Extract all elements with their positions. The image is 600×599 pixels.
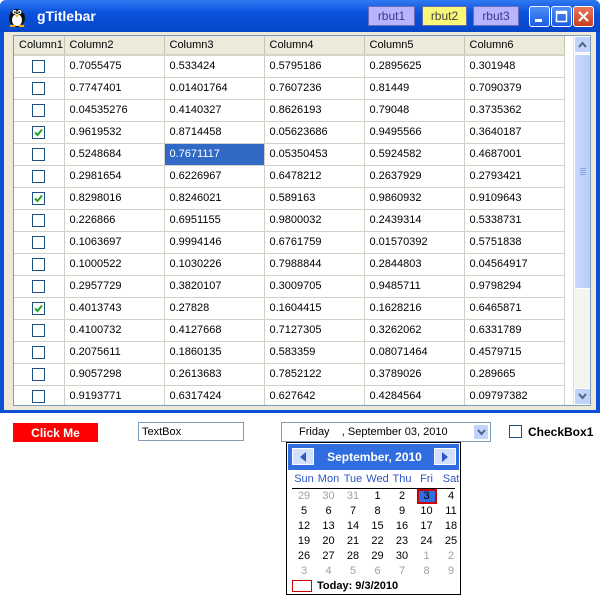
row-checkbox-cell <box>14 209 64 231</box>
table-cell[interactable]: 0.583359 <box>264 341 364 363</box>
table-cell[interactable]: 0.7127305 <box>264 319 364 341</box>
calendar-day[interactable]: 7 <box>349 505 357 517</box>
row-checkbox-cell <box>14 297 64 319</box>
calendar-day[interactable]: 9 <box>398 505 406 517</box>
row-checkbox-cell <box>14 231 64 253</box>
row-checkbox[interactable] <box>32 302 45 315</box>
calendar-day[interactable]: 7 <box>398 565 406 577</box>
maximize-button[interactable] <box>551 6 572 27</box>
table-cell[interactable]: 0.4284564 <box>364 385 464 406</box>
today-link[interactable]: Today: 9/3/2010 <box>317 580 399 592</box>
table-cell[interactable]: 0.2075611 <box>64 341 164 363</box>
row-checkbox-cell <box>14 275 64 297</box>
table-cell[interactable]: 0.226866 <box>64 209 164 231</box>
calendar-day[interactable]: 6 <box>374 565 381 577</box>
table-cell[interactable]: 0.2613683 <box>164 363 264 385</box>
row-checkbox-cell <box>14 319 64 341</box>
table-row[interactable] <box>14 363 564 385</box>
data-grid-table <box>14 36 565 406</box>
title-bar[interactable] <box>0 0 600 32</box>
table-cell[interactable]: 0.27828 <box>164 297 264 319</box>
table-cell[interactable]: 0.01401764 <box>164 77 264 99</box>
checkbox1-label: CheckBox1 <box>528 425 594 439</box>
calendar-day[interactable]: 1 <box>374 490 381 502</box>
table-cell[interactable]: 0.9800032 <box>264 209 364 231</box>
table-row[interactable] <box>14 143 564 165</box>
arrow-right-icon <box>440 452 450 462</box>
calendar-day[interactable]: 2 <box>398 490 406 502</box>
table-cell[interactable]: 0.3735362 <box>464 99 564 121</box>
calendar-day[interactable]: 8 <box>374 505 381 517</box>
calendar-day[interactable]: 25 <box>444 535 458 547</box>
table-cell[interactable]: 0.9798294 <box>464 275 564 297</box>
rbut2-button[interactable]: rbut2 <box>422 6 467 26</box>
row-checkbox[interactable] <box>32 258 45 271</box>
weekday-label: Wed <box>366 473 389 485</box>
table-cell[interactable]: 0.9193771 <box>64 385 164 406</box>
rbut3-button[interactable]: rbut3 <box>473 6 519 26</box>
table-cell[interactable]: 0.6951155 <box>164 209 264 231</box>
row-checkbox-cell <box>14 341 64 363</box>
table-row[interactable] <box>14 165 564 187</box>
table-cell[interactable]: 0.2793421 <box>464 165 564 187</box>
table-row[interactable] <box>14 99 564 121</box>
calendar-day[interactable]: 16 <box>395 520 409 532</box>
scroll-up-button[interactable] <box>574 36 591 53</box>
weekday-label: Mon <box>317 473 340 485</box>
table-cell[interactable]: 0.6317424 <box>164 385 264 406</box>
table-cell[interactable]: 0.8626193 <box>264 99 364 121</box>
calendar-day[interactable]: 12 <box>297 520 311 532</box>
row-checkbox[interactable] <box>32 170 45 183</box>
table-cell[interactable]: 0.2637929 <box>364 165 464 187</box>
vertical-scrollbar[interactable] <box>573 36 591 405</box>
calendar-day[interactable]: 13 <box>322 520 335 532</box>
table-cell[interactable]: 0.533424 <box>164 55 264 77</box>
table-cell[interactable]: 0.7671117 <box>164 143 264 165</box>
table-cell[interactable]: 0.09797382 <box>464 385 564 406</box>
table-cell[interactable]: 0.04564917 <box>464 253 564 275</box>
calendar-day[interactable]: 3 <box>417 489 437 504</box>
table-cell[interactable]: 0.301948 <box>464 55 564 77</box>
text-box-input[interactable] <box>138 422 244 441</box>
table-cell[interactable]: 0.7747401 <box>64 77 164 99</box>
calendar-weekday-row <box>288 473 459 487</box>
row-checkbox[interactable] <box>32 82 45 95</box>
calendar-day[interactable]: 29 <box>371 550 384 562</box>
calendar-day[interactable]: 11 <box>445 505 457 517</box>
column-header-2[interactable]: Column2 <box>64 36 164 55</box>
weekday-label: Fri <box>420 473 433 485</box>
row-checkbox[interactable] <box>32 192 45 205</box>
table-cell[interactable]: 0.9485711 <box>364 275 464 297</box>
row-checkbox-cell <box>14 363 64 385</box>
table-cell[interactable]: 0.6761759 <box>264 231 364 253</box>
calendar-day[interactable]: 31 <box>346 490 360 502</box>
table-cell[interactable]: 0.2844803 <box>364 253 464 275</box>
table-cell[interactable]: 0.79048 <box>364 99 464 121</box>
calendar-day[interactable]: 5 <box>349 565 357 577</box>
table-row[interactable] <box>14 187 564 209</box>
table-cell[interactable]: 0.05350453 <box>264 143 364 165</box>
checkmark-icon <box>33 303 44 314</box>
table-cell[interactable]: 0.5795186 <box>264 55 364 77</box>
calendar-day[interactable]: 10 <box>420 505 433 517</box>
calendar-day[interactable]: 4 <box>447 490 455 502</box>
table-cell[interactable]: 0.4013743 <box>64 297 164 319</box>
click-me-button[interactable]: Click Me <box>13 423 98 442</box>
calendar-day[interactable]: 30 <box>322 490 335 502</box>
row-checkbox-cell <box>14 77 64 99</box>
calendar-month-label[interactable]: September, 2010 <box>327 450 422 464</box>
table-cell[interactable]: 0.5751838 <box>464 231 564 253</box>
table-cell[interactable]: 0.6331789 <box>464 319 564 341</box>
table-cell[interactable]: 0.81449 <box>364 77 464 99</box>
table-cell[interactable]: 0.9860932 <box>364 187 464 209</box>
row-checkbox[interactable] <box>32 280 45 293</box>
table-cell[interactable]: 0.01570392 <box>364 231 464 253</box>
table-cell[interactable]: 0.5924582 <box>364 143 464 165</box>
table-cell[interactable]: 0.9495566 <box>364 121 464 143</box>
row-checkbox-cell <box>14 385 64 406</box>
minimize-button[interactable] <box>529 6 550 27</box>
checkbox1[interactable] <box>509 425 522 438</box>
table-row[interactable] <box>14 55 564 77</box>
penguin-icon <box>6 5 28 27</box>
calendar-day[interactable]: 20 <box>322 535 335 547</box>
row-checkbox-cell <box>14 143 64 165</box>
table-cell[interactable]: 0.2439314 <box>364 209 464 231</box>
row-checkbox[interactable] <box>32 236 45 249</box>
row-checkbox-cell <box>14 253 64 275</box>
data-grid[interactable] <box>13 35 591 406</box>
column-header-4[interactable]: Column4 <box>264 36 364 55</box>
table-cell[interactable]: 0.3009705 <box>264 275 364 297</box>
table-row[interactable] <box>14 275 564 297</box>
table-cell[interactable]: 0.627642 <box>264 385 364 406</box>
table-cell[interactable]: 0.4140327 <box>164 99 264 121</box>
calendar-day[interactable]: 21 <box>346 535 360 547</box>
table-cell[interactable]: 0.6478212 <box>264 165 364 187</box>
calendar-day[interactable]: 9 <box>447 565 455 577</box>
calendar-day[interactable]: 15 <box>371 520 384 532</box>
calendar-day[interactable]: 1 <box>423 550 430 562</box>
table-cell[interactable]: 0.3820107 <box>164 275 264 297</box>
table-cell[interactable]: 0.04535276 <box>64 99 164 121</box>
grid-header-row <box>14 36 564 55</box>
table-cell[interactable]: 0.4687001 <box>464 143 564 165</box>
calendar-day[interactable]: 30 <box>395 550 409 562</box>
row-checkbox[interactable] <box>32 390 45 403</box>
arrow-left-icon <box>298 452 308 462</box>
close-icon <box>576 9 591 24</box>
table-cell[interactable]: 0.8246021 <box>164 187 264 209</box>
table-row[interactable] <box>14 341 564 363</box>
month-calendar[interactable] <box>286 442 461 595</box>
calendar-day[interactable]: 26 <box>297 550 311 562</box>
window-client-area <box>4 32 596 410</box>
calendar-day[interactable]: 18 <box>444 520 458 532</box>
date-dropdown-button[interactable] <box>473 424 489 440</box>
previous-month-button[interactable] <box>292 448 314 465</box>
table-cell[interactable]: 0.1063697 <box>64 231 164 253</box>
close-button[interactable] <box>573 6 594 27</box>
weekday-label: Thu <box>392 473 412 485</box>
checkmark-icon <box>33 127 44 138</box>
table-row[interactable] <box>14 209 564 231</box>
minimize-icon <box>532 9 547 24</box>
chevron-down-icon <box>578 393 587 400</box>
table-cell[interactable]: 0.3789026 <box>364 363 464 385</box>
row-checkbox[interactable] <box>32 324 45 337</box>
table-cell[interactable]: 0.1030226 <box>164 253 264 275</box>
table-cell[interactable]: 0.4100732 <box>64 319 164 341</box>
calendar-day[interactable]: 5 <box>300 505 308 517</box>
table-cell[interactable]: 0.4579715 <box>464 341 564 363</box>
table-cell[interactable]: 0.589163 <box>264 187 364 209</box>
table-row[interactable] <box>14 253 564 275</box>
table-row[interactable] <box>14 77 564 99</box>
row-checkbox[interactable] <box>32 104 45 117</box>
row-checkbox[interactable] <box>32 148 45 161</box>
row-checkbox[interactable] <box>32 346 45 359</box>
calendar-day[interactable]: 8 <box>423 565 430 577</box>
row-checkbox-cell <box>14 121 64 143</box>
table-cell[interactable]: 0.7988844 <box>264 253 364 275</box>
calendar-header <box>288 444 459 470</box>
calendar-day[interactable]: 23 <box>395 535 409 547</box>
weekday-label: Tue <box>343 473 363 485</box>
column-header-3[interactable]: Column3 <box>164 36 264 55</box>
table-row[interactable] <box>14 297 564 319</box>
window-title: gTitlebar <box>37 8 96 24</box>
chevron-up-icon <box>578 41 587 48</box>
table-cell[interactable]: 0.7055475 <box>64 55 164 77</box>
date-picker-value: Friday , September 03, 2010 <box>299 426 448 438</box>
row-checkbox[interactable] <box>32 126 45 139</box>
calendar-day[interactable]: 19 <box>297 535 311 547</box>
table-cell[interactable]: 0.5338731 <box>464 209 564 231</box>
calendar-day[interactable]: 3 <box>300 565 308 577</box>
calendar-day[interactable]: 22 <box>371 535 384 547</box>
checkmark-icon <box>33 193 44 204</box>
table-cell[interactable]: 0.6465871 <box>464 297 564 319</box>
table-cell[interactable]: 0.4127668 <box>164 319 264 341</box>
table-cell[interactable]: 0.5248684 <box>64 143 164 165</box>
calendar-day[interactable]: 29 <box>297 490 311 502</box>
chevron-down-icon <box>477 429 486 436</box>
table-row[interactable] <box>14 319 564 341</box>
table-cell[interactable]: 0.9109643 <box>464 187 564 209</box>
table-cell[interactable]: 0.7852122 <box>264 363 364 385</box>
weekday-label: Sun <box>294 473 314 485</box>
table-row[interactable] <box>14 385 564 406</box>
grid-body <box>14 55 564 406</box>
rbut1-button[interactable]: rbut1 <box>368 6 415 26</box>
calendar-day[interactable]: 27 <box>322 550 335 562</box>
table-cell[interactable]: 0.9057298 <box>64 363 164 385</box>
table-row[interactable] <box>14 231 564 253</box>
row-checkbox[interactable] <box>32 214 45 227</box>
calendar-day[interactable]: 28 <box>346 550 360 562</box>
calendar-day[interactable]: 6 <box>325 505 332 517</box>
table-cell[interactable]: 0.1604415 <box>264 297 364 319</box>
column-header-6[interactable]: Column6 <box>464 36 564 55</box>
table-cell[interactable]: 0.8714458 <box>164 121 264 143</box>
table-cell[interactable]: 0.2895625 <box>364 55 464 77</box>
table-row[interactable] <box>14 121 564 143</box>
column-header-1[interactable]: Column1 <box>14 36 64 55</box>
row-checkbox[interactable] <box>32 60 45 73</box>
calendar-day[interactable]: 24 <box>420 535 433 547</box>
row-checkbox[interactable] <box>32 368 45 381</box>
table-cell[interactable]: 0.289665 <box>464 363 564 385</box>
calendar-day[interactable]: 4 <box>325 565 332 577</box>
today-marker <box>292 580 312 592</box>
scroll-down-button[interactable] <box>574 388 591 405</box>
table-cell[interactable]: 0.2981654 <box>64 165 164 187</box>
table-cell[interactable]: 0.7607236 <box>264 77 364 99</box>
maximize-icon <box>554 9 569 24</box>
table-cell[interactable]: 0.1000522 <box>64 253 164 275</box>
table-cell[interactable]: 0.9994146 <box>164 231 264 253</box>
row-checkbox-cell <box>14 55 64 77</box>
date-picker[interactable] <box>281 422 491 442</box>
table-cell[interactable]: 0.7090379 <box>464 77 564 99</box>
table-cell[interactable]: 0.08071464 <box>364 341 464 363</box>
table-cell[interactable]: 0.1860135 <box>164 341 264 363</box>
calendar-day[interactable]: 14 <box>346 520 360 532</box>
row-checkbox-cell <box>14 165 64 187</box>
next-month-button[interactable] <box>434 448 456 465</box>
table-cell[interactable]: 0.1628216 <box>364 297 464 319</box>
table-cell[interactable]: 0.05623686 <box>264 121 364 143</box>
row-checkbox-cell <box>14 99 64 121</box>
table-cell[interactable]: 0.6226967 <box>164 165 264 187</box>
calendar-day[interactable]: 17 <box>420 520 433 532</box>
table-cell[interactable]: 0.8298016 <box>64 187 164 209</box>
table-cell[interactable]: 0.9619532 <box>64 121 164 143</box>
table-cell[interactable]: 0.3262062 <box>364 319 464 341</box>
scroll-thumb[interactable] <box>574 54 591 289</box>
calendar-day[interactable]: 2 <box>447 550 455 562</box>
column-header-5[interactable]: Column5 <box>364 36 464 55</box>
table-cell[interactable]: 0.3640187 <box>464 121 564 143</box>
row-checkbox-cell <box>14 187 64 209</box>
table-cell[interactable]: 0.2957729 <box>64 275 164 297</box>
weekday-label: Sat <box>442 473 460 485</box>
